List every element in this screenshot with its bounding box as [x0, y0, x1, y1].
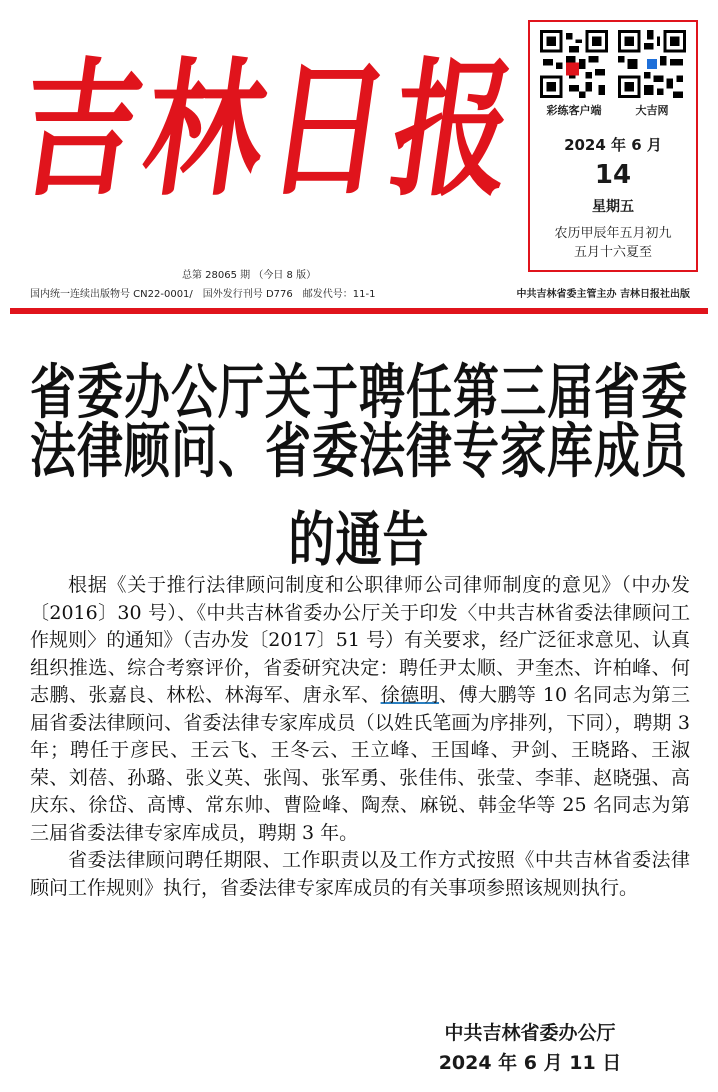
date-year-month: 2024 年 6 月 [564, 136, 662, 154]
qr-label: 大吉网 [635, 104, 669, 117]
article-paragraph [30, 572, 690, 847]
publisher: 中共吉林省委主管主办 吉林日报社出版 [516, 289, 690, 300]
marked-name: 徐德明 [380, 684, 440, 706]
lunar-line: 农历甲辰年五月初九 [554, 225, 672, 241]
logo-char: 报 [381, 42, 525, 217]
newspaper-logo [9, 20, 525, 240]
paragraph-text: 根据《关于推行法律顾问制度和公职律师公司律师制度的意见》（中办发〔2016〕30 号）、《中共吉林省委办公厅关于印发〈中共吉林省委法律顾问工作规则〉的通知》（吉办发〔2017〕51 号）有关要求，经广泛征求意见、认真组织推选、综合考察评价，省委研究决定：聘任尹太顺、尹奎杰、许柏峰、何志鹏、张嘉良、林松、林海军、唐永军、 [30, 574, 690, 706]
paragraph-text: 、傅大鹏等 10 名同志为第三届省委法律顾问、省委法律专家库成员（以姓氏笔画为序排列，下同），聘期 3 年；聘任于彦民、王云飞、王冬云、王立峰、王国峰、尹剑、王晓路、王淑荣、刘蓓、孙璐、张义英、张闯、张军勇、张佳伟、张莹、李菲、赵晓强、高庆东、徐岱、高博、常东帅、曹险峰、陶焘、麻锐、韩金华等 25 名同志为第三届省委法律专家库成员，聘期 3 年。 [30, 684, 690, 844]
lunar-line: 五月十六夏至 [573, 245, 652, 261]
date-day: 14 [594, 160, 632, 190]
masthead [0, 0, 718, 320]
article-paragraph: 省委法律顾问聘任期限、工作职责以及工作方式按照《中共吉林省委法律顾问工作规则》执行，省委法律专家库成员的有关事项参照该规则执行。 [30, 849, 690, 899]
qr-code-icon[interactable] [618, 30, 686, 98]
logo-char: 日 [257, 42, 401, 217]
qr-code-icon[interactable] [540, 30, 608, 98]
issue-date [530, 134, 696, 263]
signature-org: 中共吉林省委办公厅 [444, 1022, 616, 1044]
signature-date: 2024 年 6 月 11 日 [438, 1052, 622, 1074]
publication-numbers: 国内统一连续出版物号 CN22-0001/ 国外发行刊号 D776 邮发代号：11-1 [30, 289, 376, 300]
lunar-date [530, 224, 696, 263]
article-body [30, 572, 690, 902]
signature [410, 1018, 650, 1078]
logo-char: 吉 [9, 42, 153, 217]
issue-number: 总第 28065 期 （今日 8 版） [182, 270, 317, 281]
headline-line: 省委办公厅关于聘任第三届省委 [30, 357, 688, 427]
page-title [20, 357, 698, 575]
qr-label: 彩练客户端 [546, 104, 602, 117]
logo-char: 林 [133, 42, 277, 217]
weekday: 星期五 [592, 198, 634, 215]
date-info-box [528, 20, 698, 272]
masthead-divider [10, 308, 708, 314]
headline-line: 法律顾问、省委法律专家库成员的通告 [30, 416, 688, 575]
